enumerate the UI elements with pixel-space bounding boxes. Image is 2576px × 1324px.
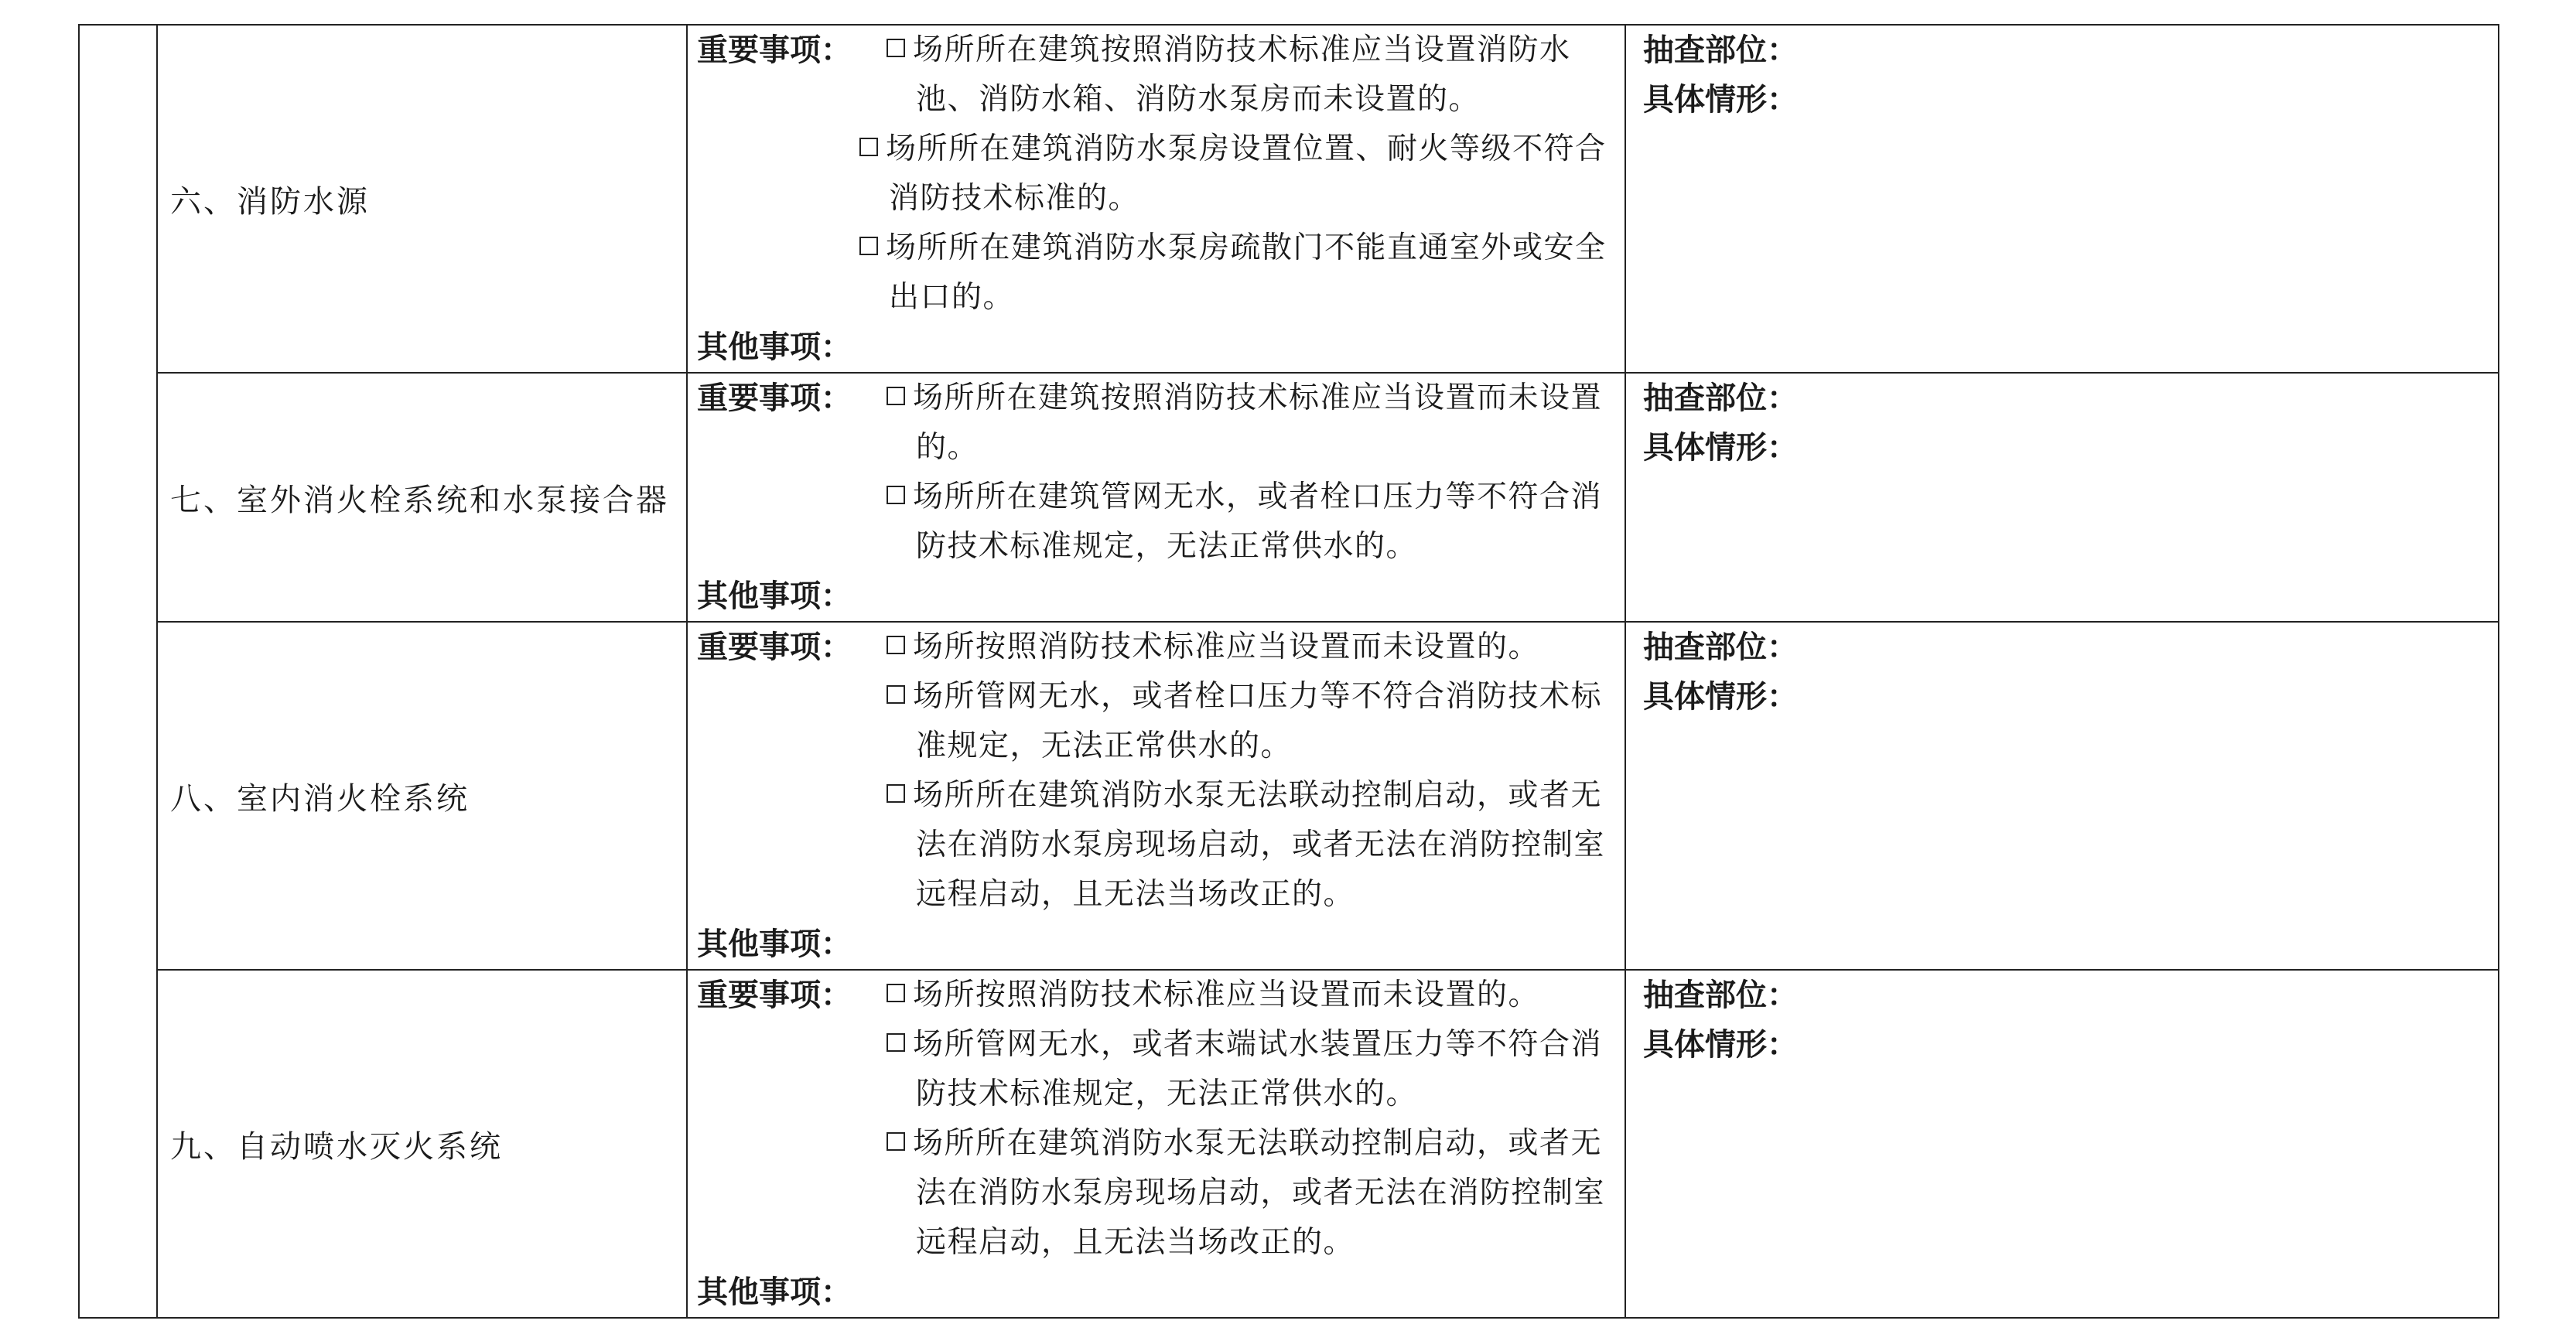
category-title: 七、室外消火栓系统和水泵接合器 [170,482,669,518]
category-cell [157,25,687,373]
list-item[interactable]: 场所所在建筑管网无水，或者栓口压力等不符合消防技术标准规定，无法正常供水的。 [887,473,1617,572]
items-cell [687,373,1625,622]
list-item[interactable]: 场所所在建筑按照消防技术标准应当设置消防水池、消防水箱、消防水泵房而未设置的。 [887,26,1617,125]
important-label: 重要事项： [697,978,852,1013]
list-item[interactable]: 场所所在建筑消防水泵房设置位置、耐火等级不符合消防技术标准的。 [859,125,1617,224]
record-cell [1625,622,2499,970]
record-cell [1625,373,2499,622]
situation-label: 具体情形： [1643,430,1798,466]
table-row [79,25,2499,373]
checkbox[interactable] [859,138,878,156]
category-title: 八、室内消火栓系统 [170,780,470,817]
checkbox[interactable] [887,685,905,704]
situation-label: 具体情形： [1643,679,1798,715]
list-item[interactable]: 场所所在建筑按照消防技术标准应当设置而未设置的。 [887,374,1617,473]
items-cell [687,622,1625,970]
checkbox[interactable] [887,1033,905,1052]
list-item[interactable]: 场所按照消防技术标准应当设置而未设置的。 [887,623,1617,672]
inspection-table [78,24,2499,1319]
record-cell [1625,25,2499,373]
other-label: 其他事项： [697,1275,852,1310]
important-label: 重要事项： [697,630,852,665]
location-label: 抽查部位： [1643,32,1798,68]
list-item[interactable]: 场所所在建筑消防水泵房疏散门不能直通室外或安全出口的。 [859,224,1617,322]
checkbox[interactable] [887,39,905,57]
other-label: 其他事项： [697,578,852,614]
category-title: 九、自动喷水灭火系统 [170,1128,503,1165]
table-row [79,622,2499,970]
other-label: 其他事项： [697,926,852,962]
checkbox[interactable] [887,1132,905,1151]
location-label: 抽查部位： [1643,630,1798,665]
list-item[interactable]: 场所所在建筑消防水泵无法联动控制启动，或者无法在消防水泵房现场启动，或者无法在消防控制室远程启动，且无法当场改正的。 [887,1119,1617,1268]
important-label: 重要事项： [697,32,852,68]
category-cell [157,970,687,1318]
location-label: 抽查部位： [1643,978,1798,1013]
category-cell [157,622,687,970]
items-cell [687,25,1625,373]
checkbox[interactable] [887,984,905,1002]
situation-label: 具体情形： [1643,82,1798,118]
list-item[interactable]: 场所管网无水，或者栓口压力等不符合消防技术标准规定，无法正常供水的。 [887,672,1617,771]
location-label: 抽查部位： [1643,380,1798,416]
category-cell [157,373,687,622]
list-item[interactable]: 场所管网无水，或者末端试水装置压力等不符合消防技术标准规定，无法正常供水的。 [887,1020,1617,1119]
record-cell [1625,970,2499,1318]
situation-label: 具体情形： [1643,1027,1798,1063]
checkbox[interactable] [887,486,905,504]
checkbox[interactable] [887,387,905,405]
items-cell [687,970,1625,1318]
checkbox[interactable] [859,237,878,255]
checkbox[interactable] [887,784,905,803]
important-label: 重要事项： [697,380,852,416]
other-label: 其他事项： [697,329,852,365]
blank-column [79,25,157,1318]
table-row [79,970,2499,1318]
list-item[interactable]: 场所按照消防技术标准应当设置而未设置的。 [887,971,1617,1020]
checkbox[interactable] [887,636,905,654]
table-row [79,373,2499,622]
category-title: 六、消防水源 [170,183,370,220]
list-item[interactable]: 场所所在建筑消防水泵无法联动控制启动，或者无法在消防水泵房现场启动，或者无法在消防控制室远程启动，且无法当场改正的。 [887,771,1617,920]
